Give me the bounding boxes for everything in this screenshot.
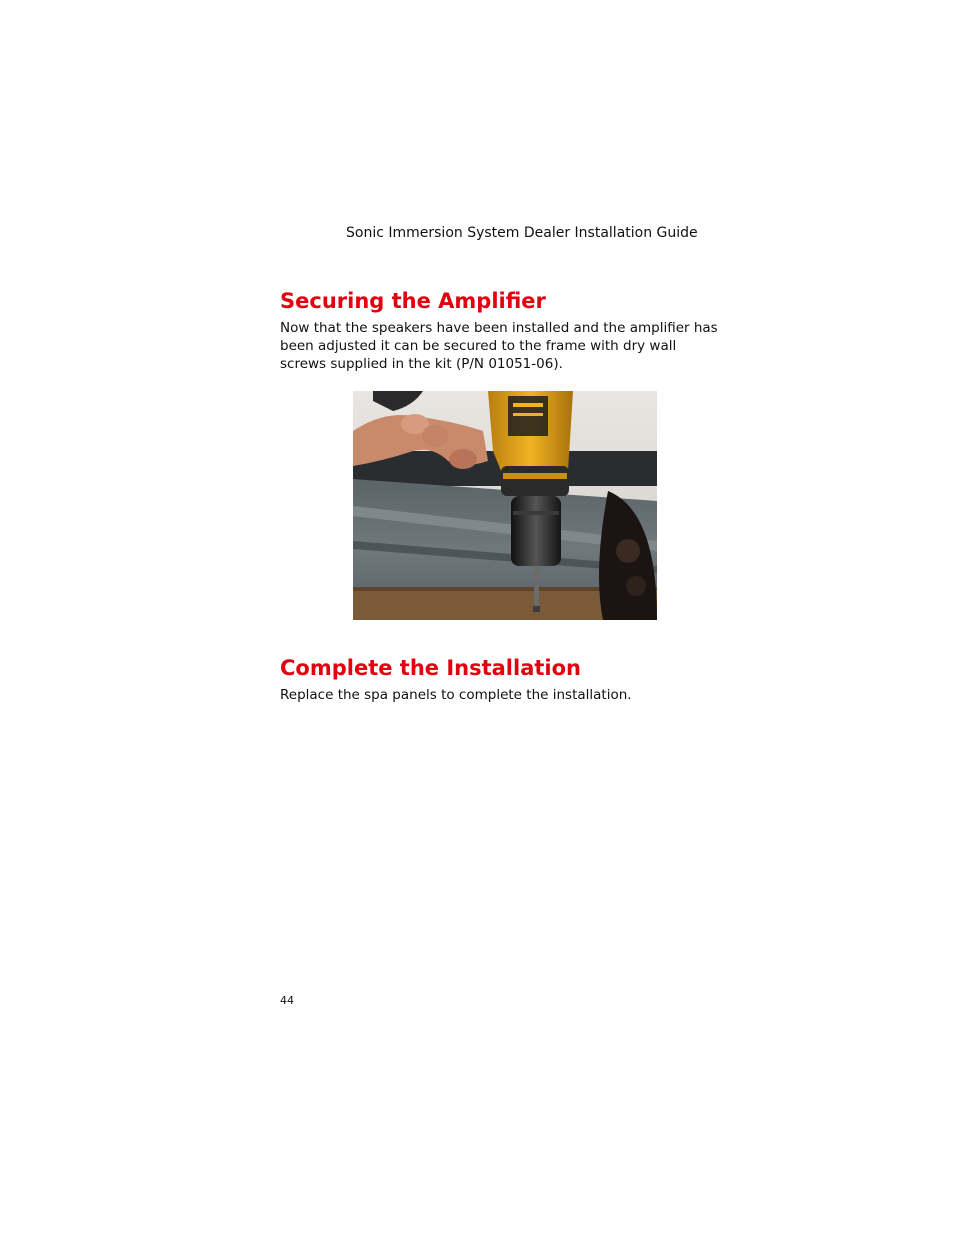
section-body-complete-installation: Replace the spa panels to complete the installation. <box>280 687 632 703</box>
section-body-securing-amplifier: Now that the speakers have been installed and the amplifier has been adjusted it can be secured to the frame with dry wall screws supplied in the kit (P/N 01051-06). <box>280 320 718 372</box>
drill-securing-amplifier-photo <box>353 391 657 620</box>
section-heading-complete-installation: Complete the Installation <box>280 656 581 680</box>
page-number: 44 <box>280 994 294 1007</box>
running-header: Sonic Immersion System Dealer Installation Guide <box>346 225 698 241</box>
section-heading-securing-amplifier: Securing the Amplifier <box>280 289 546 313</box>
